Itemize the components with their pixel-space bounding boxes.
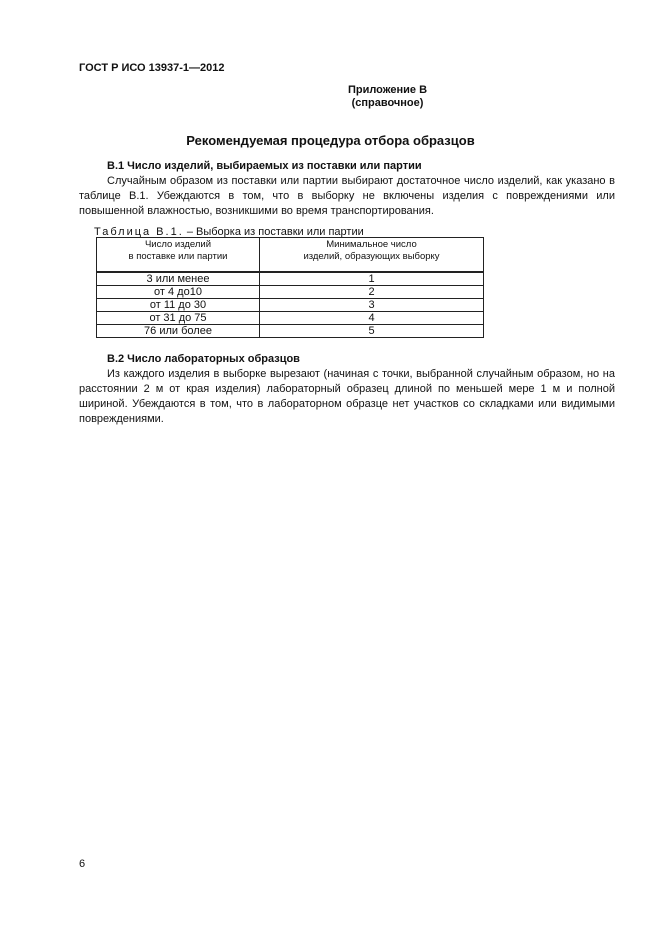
table-cell-sample: 1 bbox=[260, 272, 484, 286]
table-cell-lot: от 11 до 30 bbox=[97, 299, 260, 312]
table-row bbox=[97, 272, 484, 286]
appendix-title: Приложение В bbox=[347, 84, 428, 96]
section-1 bbox=[79, 159, 615, 219]
sampling-table bbox=[96, 237, 484, 338]
table-row bbox=[97, 325, 484, 338]
table-cell-lot: 3 или менее bbox=[97, 272, 260, 286]
section-2-text: Из каждого изделия в выборке вырезают (начиная с точки, выбранной случайным образом, но на расстоянии 2 м от края изделия) лабораторный образец длиной по меньшей мере 1 м и полной шириной. Убеждаются в том, что в лабораторном образце нет участков со складками или видимыми повреждениями. bbox=[79, 368, 615, 425]
table-caption-label: Таблица В.1. bbox=[94, 226, 184, 238]
main-title: Рекомендуемая процедура отбора образцов bbox=[186, 133, 475, 148]
table-cell-sample: 4 bbox=[260, 312, 484, 325]
table-cell-lot: 76 или более bbox=[97, 325, 260, 338]
section-2-heading: В.2 Число лабораторных образцов bbox=[107, 353, 300, 365]
table-row bbox=[97, 312, 484, 325]
table-header-lot-size: Число изделий в поставке или партии bbox=[97, 238, 260, 273]
table-header-sample-size: Минимальное число изделий, образующих выборку bbox=[260, 238, 484, 273]
table-cell-lot: от 31 до 75 bbox=[97, 312, 260, 325]
table-header-row bbox=[97, 238, 484, 273]
table-caption-text: – Выборка из поставки или партии bbox=[183, 226, 364, 238]
section-1-text: Случайным образом из поставки или партии выбирают достаточное число изделий, как указано в таблице В.1. Убеждаются в том, что в выборку не включены изделия с повреждениями или повышенной влажностью, возникшими во время транспортирования. bbox=[79, 175, 615, 217]
table-row bbox=[97, 286, 484, 299]
appendix-note: (справочное) bbox=[351, 97, 424, 109]
table-row bbox=[97, 299, 484, 312]
section-2 bbox=[79, 352, 615, 427]
table-cell-sample: 5 bbox=[260, 325, 484, 338]
table-cell-sample: 2 bbox=[260, 286, 484, 299]
table-cell-sample: 3 bbox=[260, 299, 484, 312]
page-number: 6 bbox=[79, 858, 86, 870]
section-1-heading: В.1 Число изделий, выбираемых из поставки или партии bbox=[107, 160, 422, 172]
table-cell-lot: от 4 до10 bbox=[97, 286, 260, 299]
standard-designation: ГОСТ Р ИСО 13937-1—2012 bbox=[79, 62, 225, 74]
